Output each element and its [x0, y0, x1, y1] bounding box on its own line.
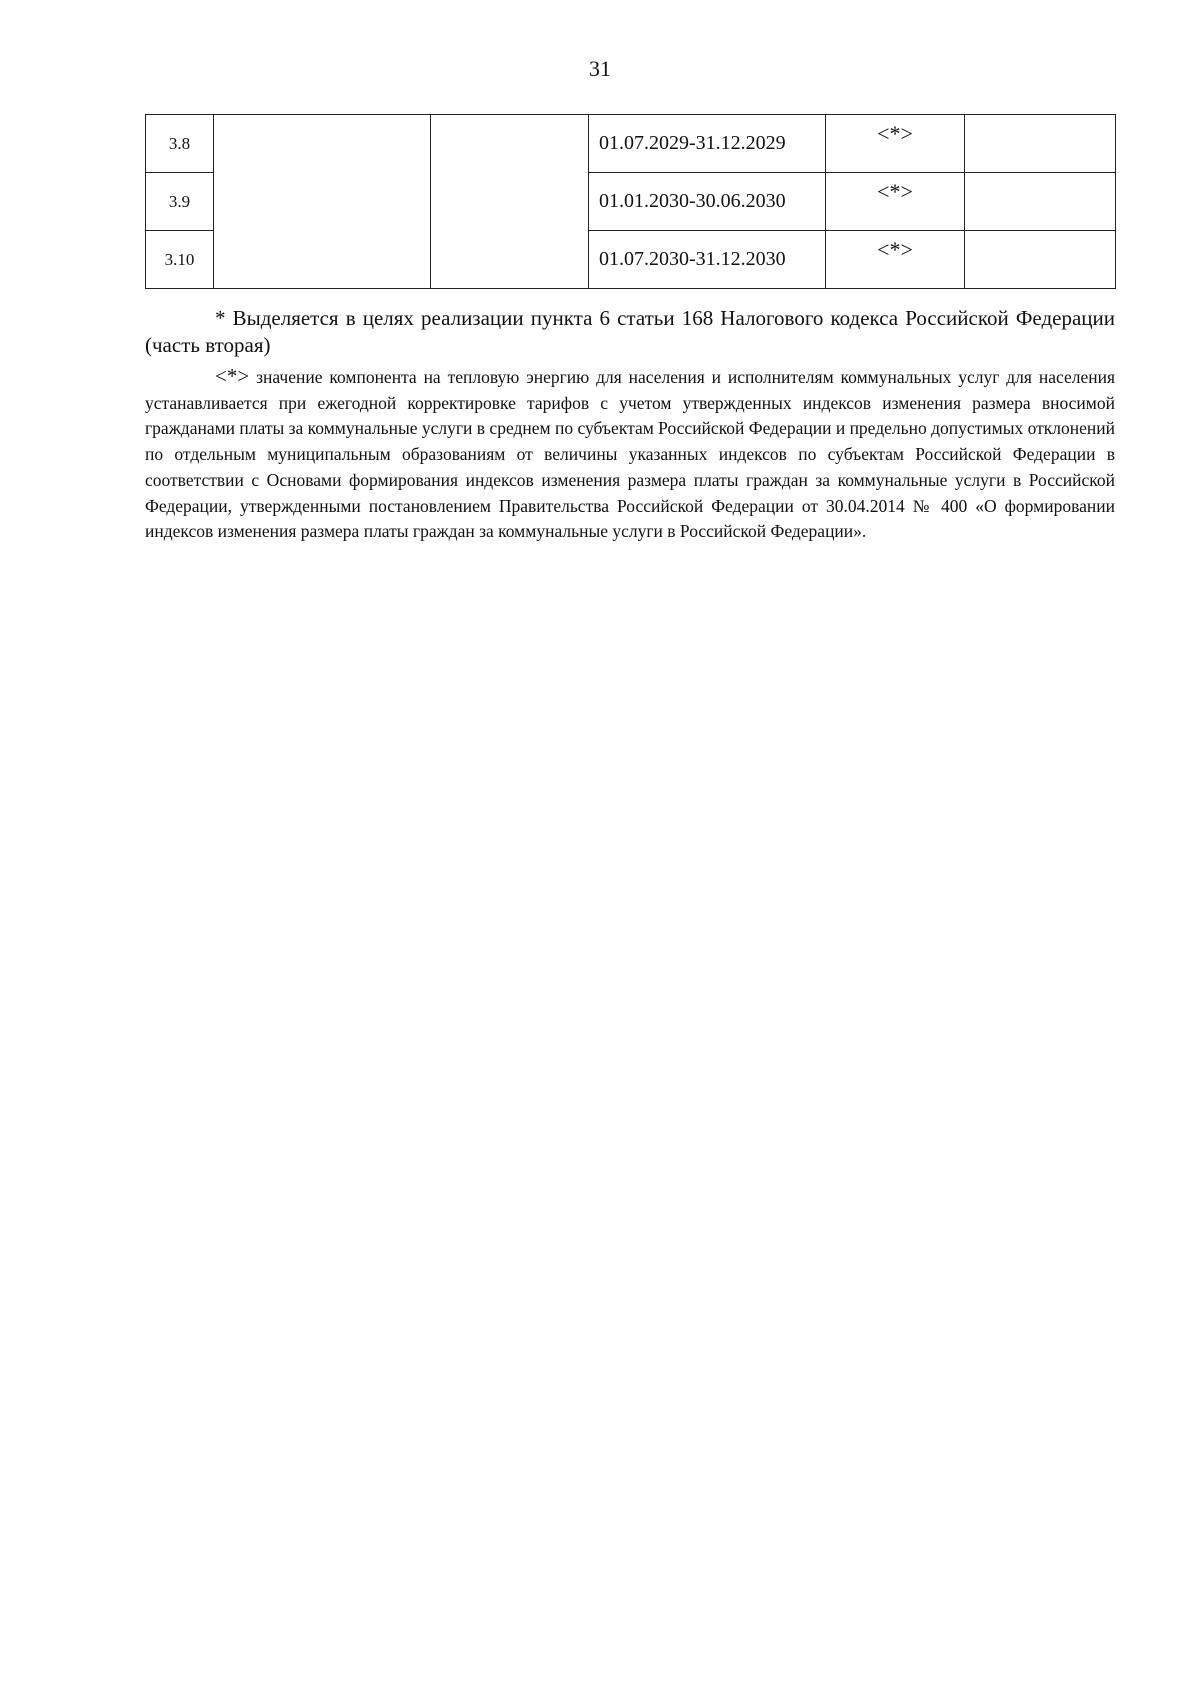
- empty-cell: [965, 173, 1116, 231]
- footnote-component: [145, 364, 1115, 545]
- footnote-mark: <*>: [215, 364, 250, 388]
- row-number: 3.9: [146, 173, 214, 231]
- merged-cell-empty: [214, 115, 431, 289]
- period-cell: 01.01.2030-30.06.2030: [589, 173, 826, 231]
- page-number: 31: [589, 56, 611, 81]
- period-cell: 01.07.2029-31.12.2029: [589, 115, 826, 173]
- row-number: 3.8: [146, 115, 214, 173]
- value-cell: <*>: [826, 173, 965, 231]
- value-cell: <*>: [826, 231, 965, 289]
- footnote-component-text: значение компонента на тепловую энергию для населения и исполнителям коммунальных услуг для населения устанавливается при ежегодной корректировке тарифов с учетом утвержденных индексов изменения размера вносимой гражданами платы за коммунальные услуги в среднем по субъектам Российской Федерации и предельно допустимых отклонений по отдельным муниципальным образованиям от величины указанных индексов по субъектам Российской Федерации в соответствии с Основами формирования индексов изменения размера платы граждан за коммунальные услуги в Российской Федерации, утвержденными постановлением Правительства Российской Федерации от 30.04.2014 № 400 «О формировании индексов изменения размера платы граждан за коммунальные услуги в Российской Федерации».: [145, 367, 1115, 542]
- empty-cell: [965, 115, 1116, 173]
- table-row: [146, 115, 1116, 173]
- tariff-table: [145, 114, 1116, 289]
- footnote-star: * Выделяется в целях реализации пункта 6 статьи 168 Налогового кодекса Российской Федерации (часть вторая): [145, 306, 1115, 357]
- value-cell: <*>: [826, 115, 965, 173]
- period-cell: 01.07.2030-31.12.2030: [589, 231, 826, 289]
- empty-cell: [965, 231, 1116, 289]
- merged-cell-empty: [431, 115, 589, 289]
- row-number: 3.10: [146, 231, 214, 289]
